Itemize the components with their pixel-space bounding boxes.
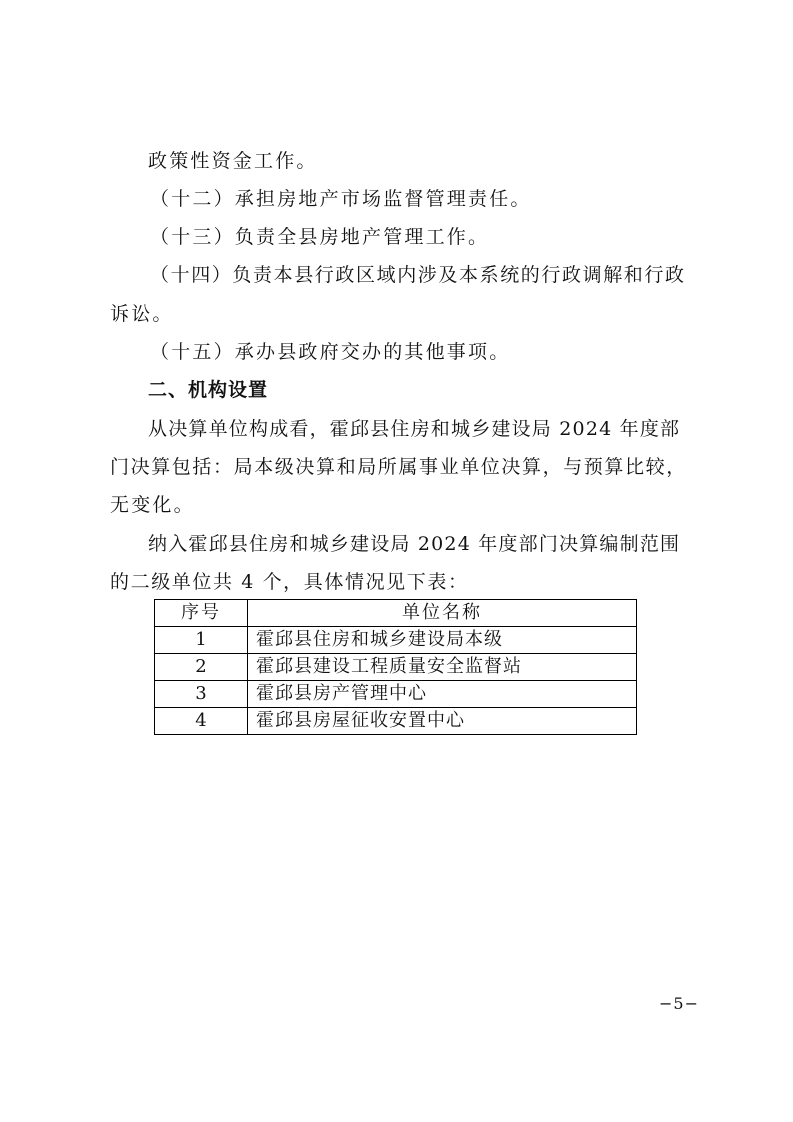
row-serial: 4 bbox=[155, 708, 248, 735]
page-number: −5− bbox=[659, 994, 699, 1013]
row-serial: 3 bbox=[155, 681, 248, 708]
row-serial: 1 bbox=[155, 627, 248, 654]
row-unit-name: 霍邱县房屋征收安置中心 bbox=[248, 708, 637, 735]
paragraph-line: 纳入霍邱县住房和城乡建设局 2024 年度部门决算编制范围 bbox=[148, 533, 681, 555]
body-text-line: （十四）负责本县行政区域内涉及本系统的行政调解和行政 bbox=[150, 264, 686, 286]
table-row bbox=[155, 708, 637, 735]
row-unit-name: 霍邱县建设工程质量安全监督站 bbox=[248, 654, 637, 681]
paragraph-line: 从决算单位构成看，霍邱县住房和城乡建设局 2024 年度部 bbox=[148, 418, 681, 440]
table-row bbox=[155, 627, 637, 654]
table-row bbox=[155, 681, 637, 708]
paragraph-line: 门决算包括：局本级决算和局所属事业单位决算，与预算比较， bbox=[110, 456, 687, 478]
row-serial: 2 bbox=[155, 654, 248, 681]
body-text-line: （十三）负责全县房地产管理工作。 bbox=[150, 226, 490, 248]
body-text-line: 诉讼。 bbox=[110, 303, 174, 325]
section-heading: 二、机构设置 bbox=[148, 379, 269, 401]
body-text-line: 政策性资金工作。 bbox=[148, 150, 318, 172]
body-text-line: （十五）承办县政府交办的其他事项。 bbox=[150, 341, 511, 363]
body-text-line: （十二）承担房地产市场监督管理责任。 bbox=[150, 188, 532, 210]
paragraph-line: 的二级单位共 4 个，具体情况见下表： bbox=[110, 571, 469, 593]
header-unit-name: 单位名称 bbox=[248, 600, 637, 627]
table-header-row bbox=[155, 600, 637, 627]
table-row bbox=[155, 654, 637, 681]
units-table bbox=[154, 599, 637, 735]
paragraph-line: 无变化。 bbox=[110, 494, 195, 516]
row-unit-name: 霍邱县房产管理中心 bbox=[248, 681, 637, 708]
header-serial: 序号 bbox=[155, 600, 248, 627]
row-unit-name: 霍邱县住房和城乡建设局本级 bbox=[248, 627, 637, 654]
